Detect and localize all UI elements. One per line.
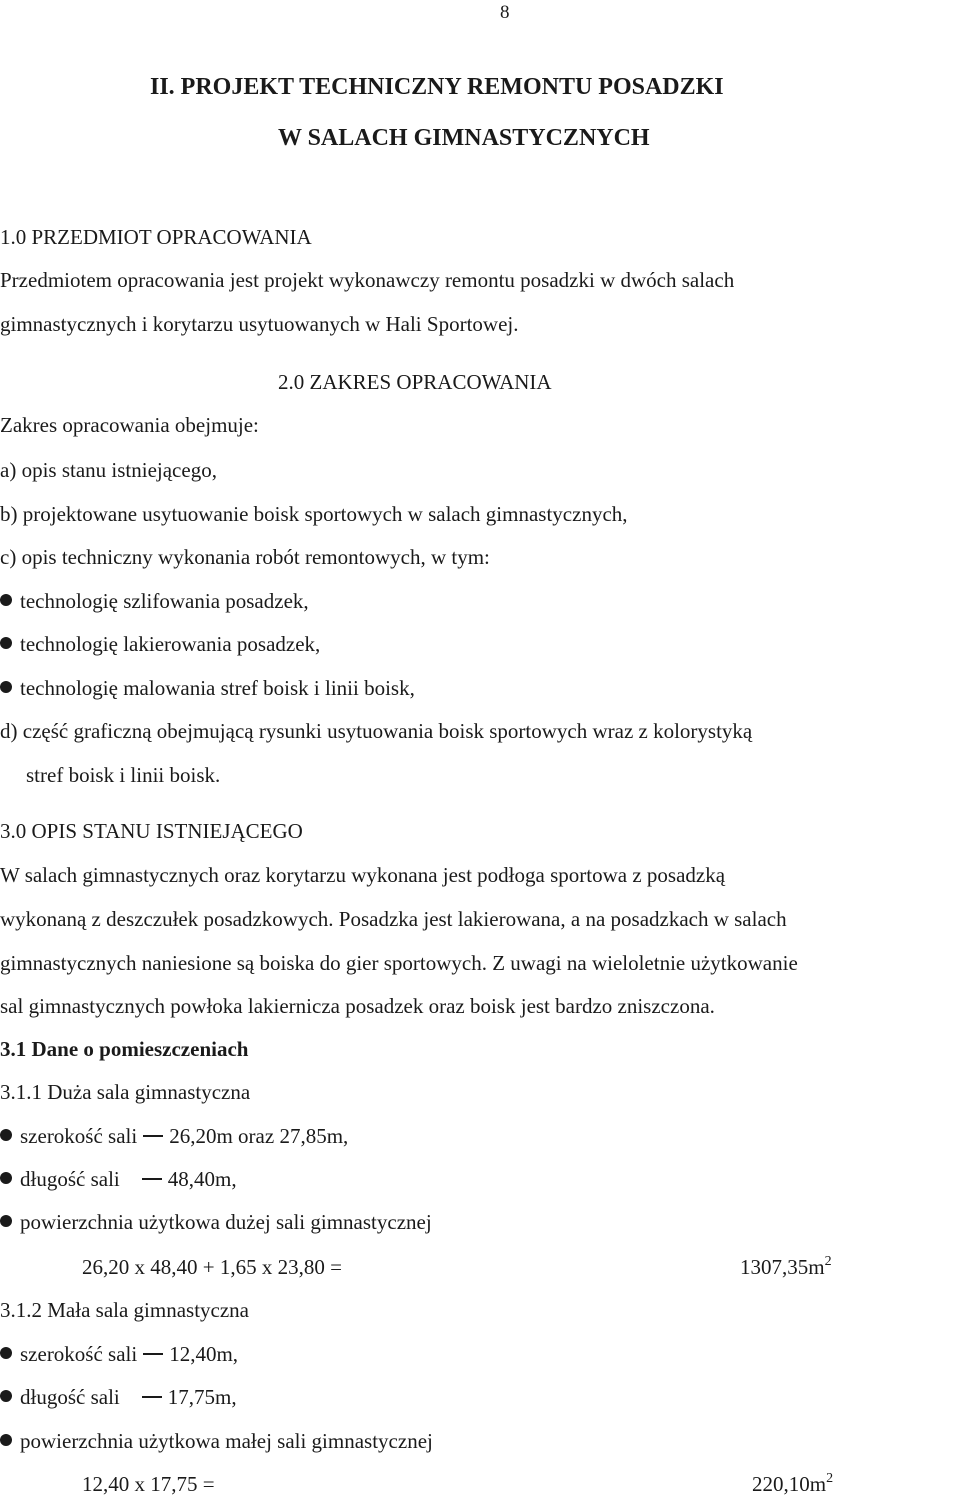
subsection-3-1-heading: 3.1 Dane o pomieszczeniach	[0, 1037, 249, 1061]
scope-item-c: c) opis techniczny wykonania robót remontowych, w tym:	[0, 545, 490, 569]
bullet-icon	[0, 594, 12, 606]
section-1-paragraph-line-1: Przedmiotem opracowania jest projekt wykonawczy remontu posadzki w dwóch salach	[0, 268, 735, 292]
bullet-icon	[0, 1347, 12, 1359]
section-2-heading: 2.0 ZAKRES OPRACOWANIA	[278, 370, 552, 394]
dash-icon	[142, 1178, 162, 1180]
document-title-line-2: W SALACH GIMNASTYCZNYCH	[278, 125, 650, 151]
section-3-paragraph-line-3: gimnastycznych naniesione są boiska do gier sportowych. Z uwagi na wieloletnie użytkowanie	[0, 951, 798, 975]
section-3-paragraph-line-4: sal gimnastycznych powłoka lakiernicza posadzek oraz boisk jest bardzo zniszczona.	[0, 994, 715, 1018]
scope-bullet-3: technologię malowania stref boisk i linii boisk,	[0, 678, 415, 699]
bullet-icon	[0, 1215, 12, 1227]
bullet-icon	[0, 1129, 12, 1141]
document-title-line-1: II. PROJEKT TECHNICZNY REMONTU POSADZKI	[150, 74, 724, 100]
scope-item-d-line-1: d) część graficzną obejmującą rysunki usytuowania boisk sportowych wraz z kolorystyką	[0, 719, 753, 743]
large-hall-area-formula: 26,20 x 48,40 + 1,65 x 23,80 =	[82, 1255, 342, 1279]
bullet-icon	[0, 681, 12, 693]
small-hall-area-label: powierzchnia użytkowa małej sali gimnastycznej	[0, 1431, 433, 1452]
small-hall-length: długość sali 17,75m,	[0, 1387, 237, 1408]
large-hall-area-label: powierzchnia użytkowa dużej sali gimnastycznej	[0, 1212, 432, 1233]
bullet-icon	[0, 1390, 12, 1402]
scope-bullet-1: technologię szlifowania posadzek,	[0, 591, 309, 612]
scope-item-b: b) projektowane usytuowanie boisk sportowych w salach gimnastycznych,	[0, 502, 628, 526]
section-3-paragraph-line-2: wykonaną z deszczułek posadzkowych. Posadzka jest lakierowana, a na posadzkach w salach	[0, 907, 787, 931]
section-3-paragraph-line-1: W salach gimnastycznych oraz korytarzu wykonana jest podłoga sportowa z posadzką	[0, 863, 726, 887]
scope-item-a: a) opis stanu istniejącego,	[0, 458, 217, 482]
small-hall-area-formula: 12,40 x 17,75 =	[82, 1472, 215, 1496]
large-hall-area-result: $1307,35m^2$	[740, 1254, 832, 1279]
large-hall-length: długość sali 48,40m,	[0, 1169, 237, 1190]
section-1-paragraph-line-2: gimnastycznych i korytarzu usytuowanych w Hali Sportowej.	[0, 312, 519, 336]
dash-icon	[143, 1353, 163, 1355]
small-hall-width: szerokość sali 12,40m,	[0, 1344, 238, 1365]
dash-icon	[143, 1135, 163, 1137]
bullet-icon	[0, 637, 12, 649]
large-hall-heading: 3.1.1 Duża sala gimnastyczna	[0, 1080, 251, 1104]
section-1-heading: 1.0 PRZEDMIOT OPRACOWANIA	[0, 225, 312, 249]
small-hall-heading: 3.1.2 Mała sala gimnastyczna	[0, 1298, 250, 1322]
bullet-icon	[0, 1434, 12, 1446]
section-3-heading: 3.0 OPIS STANU ISTNIEJĄCEGO	[0, 819, 303, 843]
page-number: 8	[500, 2, 510, 23]
dash-icon	[142, 1396, 162, 1398]
section-2-intro: Zakres opracowania obejmuje:	[0, 413, 259, 437]
bullet-icon	[0, 1172, 12, 1184]
scope-bullet-2: technologię lakierowania posadzek,	[0, 634, 320, 655]
scope-item-d-line-2: stref boisk i linii boisk.	[26, 763, 221, 787]
large-hall-width: szerokość sali 26,20m oraz 27,85m,	[0, 1126, 348, 1147]
small-hall-area-result: $220,10m^2$	[752, 1471, 834, 1496]
